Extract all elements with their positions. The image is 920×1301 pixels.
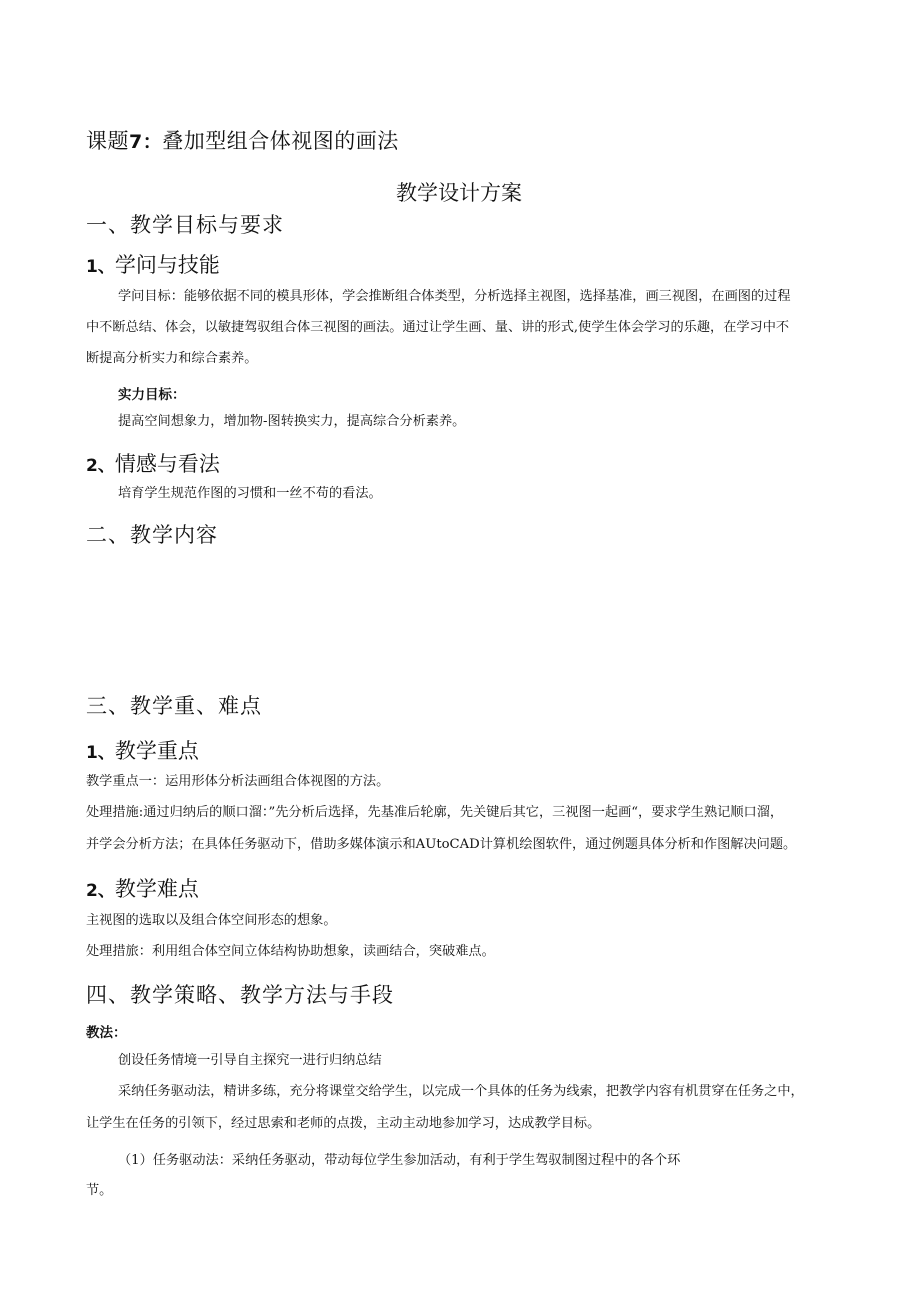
method-paragraph-line-1: 采纳任务驱动法，精讲多练，充分将课堂交给学生，以完成一个具体的任务为线索，把教学内容有机贯穿在任务之中， bbox=[118, 1084, 804, 1099]
knowledge-goal-line-2: 中不断总结、体会，以敏捷驾驭组合体三视图的画法。通过让学生画、量、讲的形式,使学生体会学习的乐趣，在学习中不 bbox=[86, 320, 790, 335]
knowledge-goal-line-3: 断提高分析实力和综合素养。 bbox=[86, 351, 258, 366]
title-number: 7： bbox=[129, 131, 163, 153]
sub-title: 情感与看法 bbox=[114, 452, 220, 476]
sub-number: 1、 bbox=[86, 743, 115, 763]
title-prefix: 课题 bbox=[86, 129, 129, 153]
section-3-sub-1 bbox=[86, 735, 199, 765]
sub-title: 教学重点 bbox=[114, 739, 199, 763]
section-3-heading: 三、教学重、难点 bbox=[86, 694, 262, 718]
lesson-title bbox=[86, 125, 399, 155]
attitude-text: 培育学生规范作图的习惯和一丝不苟的看法。 bbox=[118, 486, 382, 501]
sub-title: 学问与技能 bbox=[114, 253, 220, 277]
ability-goal-label: 实力目标： bbox=[118, 387, 186, 403]
sub-number: 1、 bbox=[86, 257, 115, 277]
method-item-1-line-2: 节。 bbox=[86, 1183, 113, 1198]
method-flow: 创设任务情境一引导自主探究一进行归纳总结 bbox=[118, 1053, 382, 1068]
measure-line-2: 并学会分析方法；在具体任务驱动下，借助多媒体演示和AUtoCAD计算机绘图软件，通过例题具体分析和作图解决问题。 bbox=[86, 837, 797, 852]
section-3-sub-2 bbox=[86, 873, 199, 903]
ability-goal-text: 提高空间想象力，增加物-图转换实力，提高综合分析素养。 bbox=[118, 414, 466, 429]
sub-title: 教学难点 bbox=[114, 877, 199, 901]
method-paragraph-line-2: 让学生在任务的引领下，经过思索和老师的点拨，主动主动地参加学习，达成教学目标。 bbox=[86, 1116, 601, 1131]
teaching-method-label: 教法： bbox=[86, 1025, 127, 1041]
sub-number: 2、 bbox=[86, 456, 115, 476]
difficulty-2: 处理措旅：利用组合体空间立体结构协助想象，读画结合，突破难点。 bbox=[86, 944, 495, 959]
key-point-1: 教学重点一：运用形体分析法画组合体视图的方法。 bbox=[86, 774, 390, 789]
sub-number: 2、 bbox=[86, 881, 115, 901]
title-text: 叠加型组合体视图的画法 bbox=[162, 129, 399, 153]
section-1-sub-1 bbox=[86, 249, 220, 279]
section-4-heading: 四、教学策略、教学方法与手段 bbox=[86, 983, 394, 1007]
section-2-heading: 二、教学内容 bbox=[86, 523, 218, 547]
section-1-heading: 一、教学目标与要求 bbox=[86, 213, 284, 237]
plan-title: 教学设计方案 bbox=[396, 181, 522, 205]
section-1-sub-2 bbox=[86, 448, 220, 478]
method-item-1-line-1: （1）任务驱动法：采纳任务驱动，带动每位学生参加活动，有利于学生驾驭制图过程中的各个环 bbox=[118, 1153, 681, 1168]
difficulty-1: 主视图的选取以及组合体空间形态的想象。 bbox=[86, 913, 337, 928]
knowledge-goal-line-1: 学问目标：能够依据不同的模具形体，学会推断组合体类型，分析选择主视图，选择基准，画三视图，在画图的过程 bbox=[118, 289, 791, 304]
measure-line-1: 处理措施:通过归纳后的顺口溜：”先分析后选择，先基准后轮廓，先关键后其它，三视图一起画“，要求学生熟记顺口溜， bbox=[86, 805, 784, 820]
